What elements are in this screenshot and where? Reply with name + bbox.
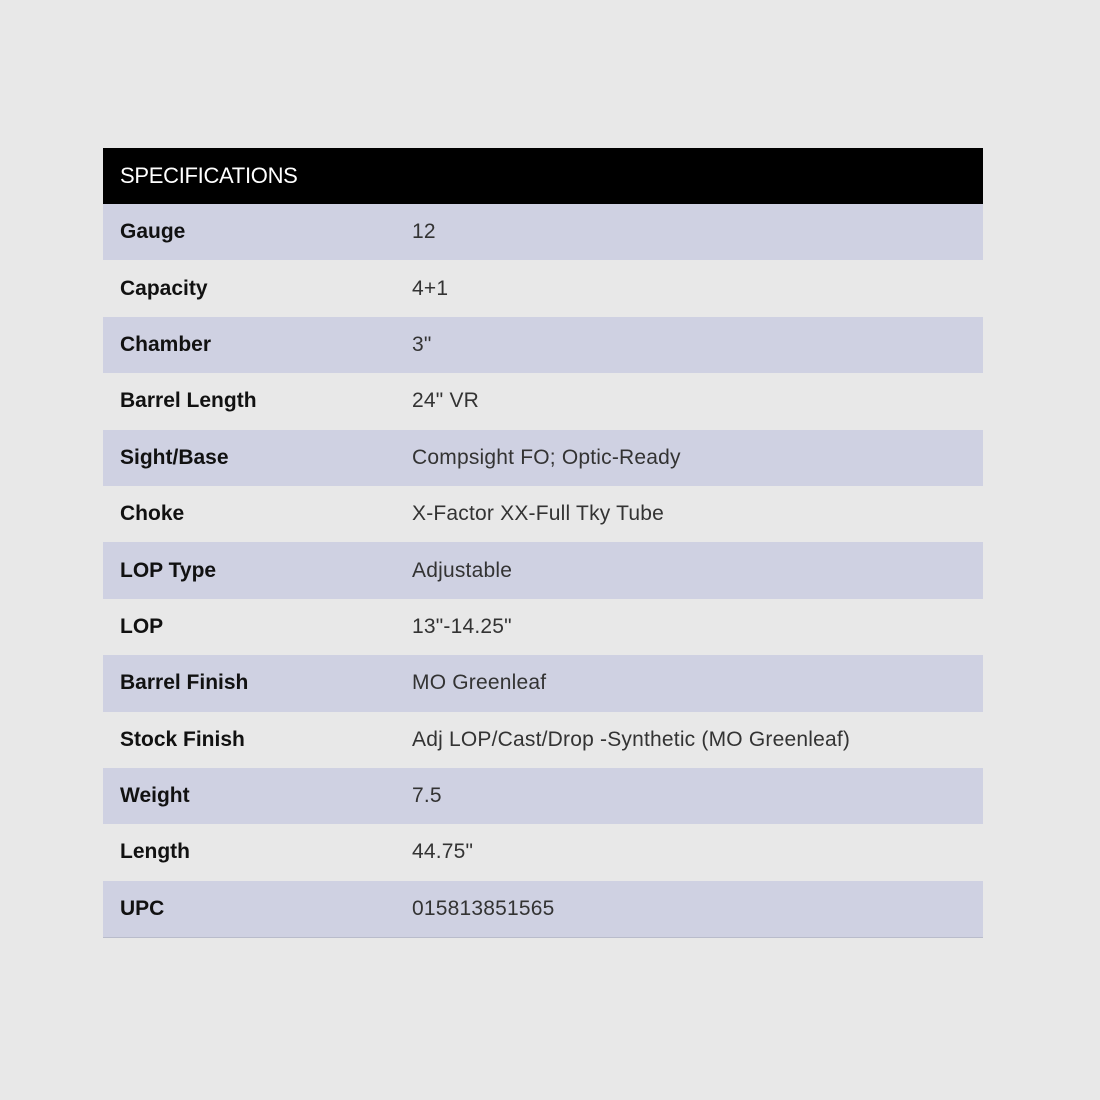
spec-label: Barrel Finish: [120, 671, 249, 695]
spec-value: 44.75": [412, 840, 474, 864]
spec-row-chamber: [103, 317, 983, 373]
spec-label: Sight/Base: [120, 445, 229, 469]
spec-label: Barrel Length: [120, 389, 257, 413]
spec-value: X-Factor XX-Full Tky Tube: [412, 502, 665, 526]
spec-value: MO Greenleaf: [412, 671, 547, 695]
spec-value: Adj LOP/Cast/Drop -Synthetic (MO Greenleaf): [412, 727, 851, 751]
spec-row-choke: [103, 486, 983, 542]
spec-row-lop-type: [103, 542, 983, 598]
spec-value: 12: [412, 220, 436, 244]
spec-value: Adjustable: [412, 558, 513, 582]
spec-label: Stock Finish: [120, 727, 245, 751]
spec-label: LOP Type: [120, 558, 217, 582]
spec-label: Gauge: [120, 220, 186, 244]
spec-row-barrel-length: [103, 373, 983, 429]
spec-value: 4+1: [412, 276, 449, 300]
spec-value: 24" VR: [412, 389, 480, 413]
spec-label: Choke: [120, 502, 185, 526]
spec-row-capacity: [103, 260, 983, 316]
specifications-table: [103, 148, 983, 938]
spec-row-weight: [103, 768, 983, 824]
spec-label: Weight: [120, 784, 190, 808]
spec-value: 13"-14.25": [412, 614, 512, 638]
spec-value: 015813851565: [412, 896, 555, 920]
spec-row-gauge: [103, 204, 983, 260]
spec-label: LOP: [120, 614, 164, 638]
spec-label: UPC: [120, 896, 165, 920]
spec-row-upc: [103, 881, 983, 937]
spec-row-length: [103, 824, 983, 880]
spec-row-sight-base: [103, 430, 983, 486]
spec-value: 7.5: [412, 784, 442, 808]
spec-label: Capacity: [120, 276, 208, 300]
spec-value: Compsight FO; Optic-Ready: [412, 445, 681, 469]
spec-value: 3": [412, 332, 432, 356]
spec-row-lop: [103, 599, 983, 655]
specifications-header: SPECIFICATIONS: [103, 148, 983, 204]
spec-row-barrel-finish: [103, 655, 983, 711]
spec-label: Chamber: [120, 332, 212, 356]
spec-row-stock-finish: [103, 712, 983, 768]
spec-label: Length: [120, 840, 190, 864]
